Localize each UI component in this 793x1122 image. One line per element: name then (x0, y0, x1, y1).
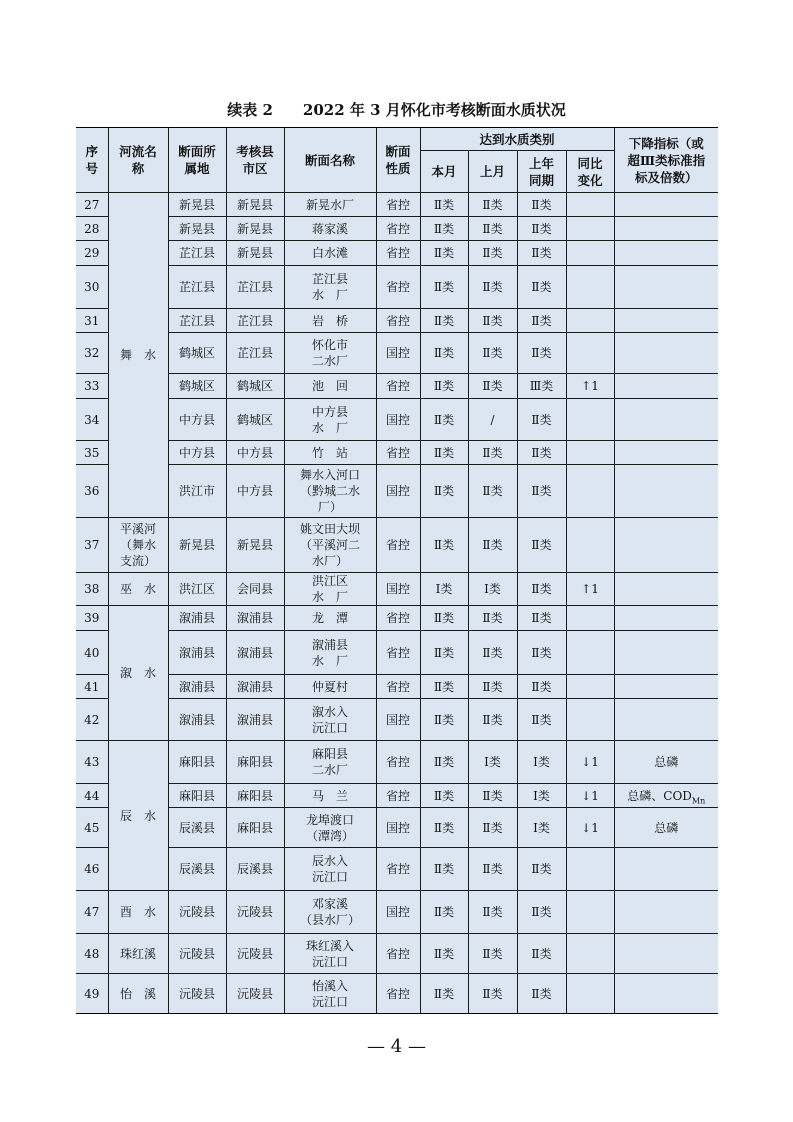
last-month-class-cell: / (468, 399, 517, 441)
indicator-cell (614, 441, 718, 465)
section-name-cell: 洪江区 水 厂 (284, 573, 376, 606)
location-cell: 麻阳县 (168, 741, 226, 784)
section-name-cell: 麻阳县 二水厂 (284, 741, 376, 784)
river-name-cell: 巫 水 (108, 573, 168, 606)
river-name-cell: 怡 溪 (108, 974, 168, 1014)
this-month-class-cell: Ⅱ类 (420, 441, 468, 465)
section-type-cell: 国控 (376, 699, 420, 741)
this-month-class-cell: Ⅱ类 (420, 808, 468, 848)
row-number-cell: 36 (76, 465, 108, 518)
section-type-cell: 省控 (376, 784, 420, 808)
table-row (76, 374, 718, 399)
indicator-cell (614, 309, 718, 333)
header-last-month: 上月 (468, 151, 517, 193)
county-cell: 新晃县 (226, 518, 284, 573)
last-year-class-cell: Ⅱ类 (517, 934, 566, 974)
last-month-class-cell: Ⅱ类 (468, 441, 517, 465)
section-name-cell: 溆水入 沅江口 (284, 699, 376, 741)
indicator-cell (614, 374, 718, 399)
county-cell: 溆浦县 (226, 675, 284, 699)
last-year-class-cell: Ⅱ类 (517, 974, 566, 1014)
yoy-change-cell: ↓1 (566, 784, 614, 808)
indicator-cell (614, 518, 718, 573)
this-month-class-cell: Ⅱ类 (420, 631, 468, 675)
this-month-class-cell: Ⅱ类 (420, 465, 468, 518)
this-month-class-cell: Ⅱ类 (420, 675, 468, 699)
section-name-cell: 岩 桥 (284, 309, 376, 333)
indicator-cell (614, 465, 718, 518)
section-name-cell: 新晃水厂 (284, 193, 376, 217)
section-name-cell: 白水滩 (284, 241, 376, 266)
yoy-change-cell (566, 441, 614, 465)
location-cell: 溆浦县 (168, 675, 226, 699)
table-row (76, 808, 718, 848)
county-cell: 溆浦县 (226, 606, 284, 631)
table-row (76, 241, 718, 266)
river-name-cell: 辰 水 (108, 741, 168, 891)
yoy-change-cell (566, 891, 614, 934)
county-cell: 鹤城区 (226, 374, 284, 399)
section-name-cell: 仲夏村 (284, 675, 376, 699)
table-row (76, 784, 718, 808)
last-year-class-cell: Ⅱ类 (517, 465, 566, 518)
section-name-cell: 中方县 水 厂 (284, 399, 376, 441)
county-cell: 芷江县 (226, 266, 284, 309)
last-year-class-cell: Ⅱ类 (517, 891, 566, 934)
indicator-cell (614, 891, 718, 934)
header-location: 断面所 属地 (168, 128, 226, 193)
row-number-cell: 48 (76, 934, 108, 974)
location-cell: 沅陵县 (168, 934, 226, 974)
last-year-class-cell: Ⅱ类 (517, 399, 566, 441)
county-cell: 沅陵县 (226, 934, 284, 974)
yoy-change-cell (566, 631, 614, 675)
water-quality-table (76, 127, 718, 1014)
indicator-cell (614, 934, 718, 974)
location-cell: 芷江县 (168, 241, 226, 266)
header-quality-group: 达到水质类别 (420, 128, 614, 151)
section-type-cell: 省控 (376, 848, 420, 891)
section-type-cell: 国控 (376, 399, 420, 441)
last-month-class-cell: Ⅱ类 (468, 606, 517, 631)
section-type-cell: 省控 (376, 974, 420, 1014)
yoy-change-cell: ↑1 (566, 573, 614, 606)
table-row (76, 891, 718, 934)
county-cell: 辰溪县 (226, 848, 284, 891)
last-year-class-cell: Ⅰ类 (517, 808, 566, 848)
section-name-cell: 舞水入河口 （黔城二水 厂） (284, 465, 376, 518)
table-row (76, 741, 718, 784)
this-month-class-cell: Ⅱ类 (420, 399, 468, 441)
this-month-class-cell: Ⅱ类 (420, 266, 468, 309)
table-row (76, 266, 718, 309)
header-river: 河流名 称 (108, 128, 168, 193)
this-month-class-cell: Ⅱ类 (420, 333, 468, 374)
yoy-change-cell (566, 848, 614, 891)
header-section-type: 断面 性质 (376, 128, 420, 193)
indicator-cell (614, 631, 718, 675)
section-type-cell: 省控 (376, 193, 420, 217)
table-row (76, 465, 718, 518)
river-name-cell: 溆 水 (108, 606, 168, 741)
table-row (76, 631, 718, 675)
header-index: 序 号 (76, 128, 108, 193)
county-cell: 沅陵县 (226, 974, 284, 1014)
row-number-cell: 32 (76, 333, 108, 374)
header-last-year: 上年 同期 (517, 151, 566, 193)
indicator-cell (614, 974, 718, 1014)
table-row (76, 399, 718, 441)
yoy-change-cell: ↓1 (566, 808, 614, 848)
indicator-cell (614, 266, 718, 309)
county-cell: 鹤城区 (226, 399, 284, 441)
row-number-cell: 46 (76, 848, 108, 891)
row-number-cell: 40 (76, 631, 108, 675)
last-year-class-cell: Ⅱ类 (517, 309, 566, 333)
yoy-change-cell (566, 309, 614, 333)
header-row (76, 128, 718, 151)
section-type-cell: 省控 (376, 606, 420, 631)
section-name-cell: 池 回 (284, 374, 376, 399)
location-cell: 沅陵县 (168, 891, 226, 934)
table-row (76, 974, 718, 1014)
yoy-change-cell (566, 399, 614, 441)
last-year-class-cell: Ⅱ类 (517, 848, 566, 891)
last-year-class-cell: Ⅱ类 (517, 675, 566, 699)
last-year-class-cell: Ⅰ类 (517, 741, 566, 784)
header-this-month: 本月 (420, 151, 468, 193)
header-county: 考核县 市区 (226, 128, 284, 193)
last-month-class-cell: Ⅱ类 (468, 241, 517, 266)
last-year-class-cell: Ⅱ类 (517, 217, 566, 241)
last-year-class-cell: Ⅱ类 (517, 699, 566, 741)
location-cell: 中方县 (168, 441, 226, 465)
location-cell: 溆浦县 (168, 631, 226, 675)
last-year-class-cell: Ⅱ类 (517, 333, 566, 374)
last-year-class-cell: Ⅱ类 (517, 193, 566, 217)
last-month-class-cell: Ⅱ类 (468, 333, 517, 374)
this-month-class-cell: Ⅱ类 (420, 784, 468, 808)
row-number-cell: 34 (76, 399, 108, 441)
header-indicator: 下降指标（或 超Ⅲ类标准指 标及倍数） (614, 128, 718, 193)
header-section-name: 断面名称 (284, 128, 376, 193)
section-type-cell: 省控 (376, 217, 420, 241)
section-name-cell: 邓家溪 （县水厂） (284, 891, 376, 934)
section-type-cell: 省控 (376, 631, 420, 675)
last-month-class-cell: Ⅱ类 (468, 374, 517, 399)
indicator-cell (614, 399, 718, 441)
row-number-cell: 47 (76, 891, 108, 934)
location-cell: 辰溪县 (168, 848, 226, 891)
section-name-cell: 辰水入 沅江口 (284, 848, 376, 891)
table-row (76, 518, 718, 573)
table-row (76, 217, 718, 241)
section-name-cell: 溆浦县 水 厂 (284, 631, 376, 675)
location-cell: 中方县 (168, 399, 226, 441)
last-month-class-cell: Ⅱ类 (468, 974, 517, 1014)
last-year-class-cell: Ⅱ类 (517, 241, 566, 266)
section-type-cell: 省控 (376, 441, 420, 465)
yoy-change-cell: ↑1 (566, 374, 614, 399)
row-number-cell: 33 (76, 374, 108, 399)
header-yoy-change: 同比 变化 (566, 151, 614, 193)
table-row (76, 606, 718, 631)
indicator-subscript: Mn (691, 795, 706, 805)
county-cell: 溆浦县 (226, 631, 284, 675)
section-name-cell: 马 兰 (284, 784, 376, 808)
section-name-cell: 怀化市 二水厂 (284, 333, 376, 374)
row-number-cell: 28 (76, 217, 108, 241)
indicator-cell (614, 193, 718, 217)
yoy-change-cell (566, 217, 614, 241)
last-year-class-cell: Ⅰ类 (517, 784, 566, 808)
yoy-change-cell (566, 193, 614, 217)
location-cell: 洪江市 (168, 465, 226, 518)
section-type-cell: 省控 (376, 309, 420, 333)
location-cell: 沅陵县 (168, 974, 226, 1014)
table-row (76, 193, 718, 217)
yoy-change-cell (566, 974, 614, 1014)
county-cell: 溆浦县 (226, 699, 284, 741)
row-number-cell: 43 (76, 741, 108, 784)
row-number-cell: 27 (76, 193, 108, 217)
yoy-change-cell (566, 241, 614, 266)
this-month-class-cell: Ⅱ类 (420, 741, 468, 784)
yoy-change-cell: ↓1 (566, 741, 614, 784)
river-name-cell: 平溪河 （舞水 支流） (108, 518, 168, 573)
indicator-cell (614, 573, 718, 606)
this-month-class-cell: Ⅱ类 (420, 193, 468, 217)
last-year-class-cell: Ⅱ类 (517, 573, 566, 606)
section-name-cell: 竹 站 (284, 441, 376, 465)
county-cell: 新晃县 (226, 193, 284, 217)
last-year-class-cell: Ⅱ类 (517, 631, 566, 675)
last-year-class-cell: Ⅲ类 (517, 374, 566, 399)
section-name-cell: 珠红溪入 沅江口 (284, 934, 376, 974)
section-type-cell: 国控 (376, 808, 420, 848)
county-cell: 沅陵县 (226, 891, 284, 934)
section-name-cell: 怡溪入 沅江口 (284, 974, 376, 1014)
river-name-cell: 舞 水 (108, 193, 168, 518)
location-cell: 芷江县 (168, 266, 226, 309)
page-number: — 4 — (367, 1036, 426, 1057)
indicator-cell (614, 333, 718, 374)
last-month-class-cell: Ⅱ类 (468, 891, 517, 934)
table-row (76, 675, 718, 699)
last-month-class-cell: Ⅱ类 (468, 518, 517, 573)
table-row (76, 934, 718, 974)
this-month-class-cell: Ⅱ类 (420, 606, 468, 631)
yoy-change-cell (566, 465, 614, 518)
last-month-class-cell: Ⅱ类 (468, 934, 517, 974)
row-number-cell: 37 (76, 518, 108, 573)
location-cell: 芷江县 (168, 309, 226, 333)
row-number-cell: 31 (76, 309, 108, 333)
river-name-cell: 酉 水 (108, 891, 168, 934)
section-type-cell: 省控 (376, 675, 420, 699)
indicator-cell (614, 241, 718, 266)
indicator-cell (614, 784, 718, 808)
row-number-cell: 30 (76, 266, 108, 309)
indicator-cell (614, 699, 718, 741)
section-type-cell: 国控 (376, 465, 420, 518)
this-month-class-cell: Ⅱ类 (420, 217, 468, 241)
row-number-cell: 38 (76, 573, 108, 606)
indicator-cell (614, 848, 718, 891)
last-month-class-cell: Ⅱ类 (468, 631, 517, 675)
section-type-cell: 省控 (376, 241, 420, 266)
last-month-class-cell: Ⅱ类 (468, 309, 517, 333)
location-cell: 溆浦县 (168, 699, 226, 741)
row-number-cell: 29 (76, 241, 108, 266)
section-type-cell: 国控 (376, 891, 420, 934)
section-type-cell: 省控 (376, 934, 420, 974)
river-name-cell: 珠红溪 (108, 934, 168, 974)
last-year-class-cell: Ⅱ类 (517, 518, 566, 573)
section-name-cell: 蒋家溪 (284, 217, 376, 241)
location-cell: 鹤城区 (168, 333, 226, 374)
this-month-class-cell: Ⅱ类 (420, 518, 468, 573)
location-cell: 新晃县 (168, 193, 226, 217)
last-month-class-cell: Ⅱ类 (468, 808, 517, 848)
location-cell: 新晃县 (168, 217, 226, 241)
section-type-cell: 省控 (376, 741, 420, 784)
county-cell: 芷江县 (226, 309, 284, 333)
section-name-cell: 龙埠渡口 （潭湾） (284, 808, 376, 848)
county-cell: 麻阳县 (226, 808, 284, 848)
row-number-cell: 41 (76, 675, 108, 699)
table-row (76, 848, 718, 891)
table-row (76, 573, 718, 606)
this-month-class-cell: Ⅱ类 (420, 699, 468, 741)
section-type-cell: 国控 (376, 573, 420, 606)
last-year-class-cell: Ⅱ类 (517, 441, 566, 465)
indicator-cell: 总磷 (614, 808, 718, 848)
last-month-class-cell: Ⅱ类 (468, 784, 517, 808)
table-row (76, 699, 718, 741)
last-month-class-cell: Ⅱ类 (468, 217, 517, 241)
this-month-class-cell: Ⅱ类 (420, 374, 468, 399)
yoy-change-cell (566, 518, 614, 573)
this-month-class-cell: Ⅱ类 (420, 891, 468, 934)
row-number-cell: 44 (76, 784, 108, 808)
section-type-cell: 省控 (376, 518, 420, 573)
last-month-class-cell: Ⅱ类 (468, 848, 517, 891)
last-month-class-cell: Ⅱ类 (468, 465, 517, 518)
row-number-cell: 39 (76, 606, 108, 631)
indicator-cell (614, 606, 718, 631)
location-cell: 溆浦县 (168, 606, 226, 631)
location-cell: 鹤城区 (168, 374, 226, 399)
county-cell: 中方县 (226, 441, 284, 465)
county-cell: 中方县 (226, 465, 284, 518)
table-title: 续表 2 2022 年 3 月怀化市考核断面水质状况 (227, 101, 566, 119)
section-type-cell: 国控 (376, 333, 420, 374)
indicator-cell: 总磷 (614, 741, 718, 784)
yoy-change-cell (566, 266, 614, 309)
last-year-class-cell: Ⅱ类 (517, 266, 566, 309)
location-cell: 新晃县 (168, 518, 226, 573)
county-cell: 新晃县 (226, 217, 284, 241)
last-month-class-cell: Ⅰ类 (468, 741, 517, 784)
this-month-class-cell: Ⅱ类 (420, 934, 468, 974)
county-cell: 麻阳县 (226, 784, 284, 808)
row-number-cell: 35 (76, 441, 108, 465)
row-number-cell: 45 (76, 808, 108, 848)
last-month-class-cell: Ⅱ类 (468, 266, 517, 309)
location-cell: 洪江区 (168, 573, 226, 606)
table-row (76, 333, 718, 374)
county-cell: 芷江县 (226, 333, 284, 374)
this-month-class-cell: Ⅰ类 (420, 573, 468, 606)
this-month-class-cell: Ⅱ类 (420, 241, 468, 266)
last-month-class-cell: Ⅰ类 (468, 573, 517, 606)
location-cell: 麻阳县 (168, 784, 226, 808)
this-month-class-cell: Ⅱ类 (420, 309, 468, 333)
row-number-cell: 49 (76, 974, 108, 1014)
row-number-cell: 42 (76, 699, 108, 741)
table-row (76, 309, 718, 333)
table-row (76, 441, 718, 465)
county-cell: 会同县 (226, 573, 284, 606)
section-type-cell: 省控 (376, 374, 420, 399)
section-type-cell: 省控 (376, 266, 420, 309)
indicator-text: 总磷、COD (627, 788, 692, 803)
yoy-change-cell (566, 675, 614, 699)
county-cell: 麻阳县 (226, 741, 284, 784)
section-name-cell: 芷江县 水 厂 (284, 266, 376, 309)
this-month-class-cell: Ⅱ类 (420, 974, 468, 1014)
county-cell: 新晃县 (226, 241, 284, 266)
yoy-change-cell (566, 333, 614, 374)
last-month-class-cell: Ⅱ类 (468, 193, 517, 217)
section-name-cell: 姚文田大坝 （平溪河二 水厂） (284, 518, 376, 573)
section-name-cell: 龙 潭 (284, 606, 376, 631)
last-year-class-cell: Ⅱ类 (517, 606, 566, 631)
indicator-cell (614, 217, 718, 241)
yoy-change-cell (566, 699, 614, 741)
last-month-class-cell: Ⅱ类 (468, 699, 517, 741)
indicator-cell (614, 675, 718, 699)
last-month-class-cell: Ⅱ类 (468, 675, 517, 699)
this-month-class-cell: Ⅱ类 (420, 848, 468, 891)
location-cell: 辰溪县 (168, 808, 226, 848)
yoy-change-cell (566, 606, 614, 631)
yoy-change-cell (566, 934, 614, 974)
